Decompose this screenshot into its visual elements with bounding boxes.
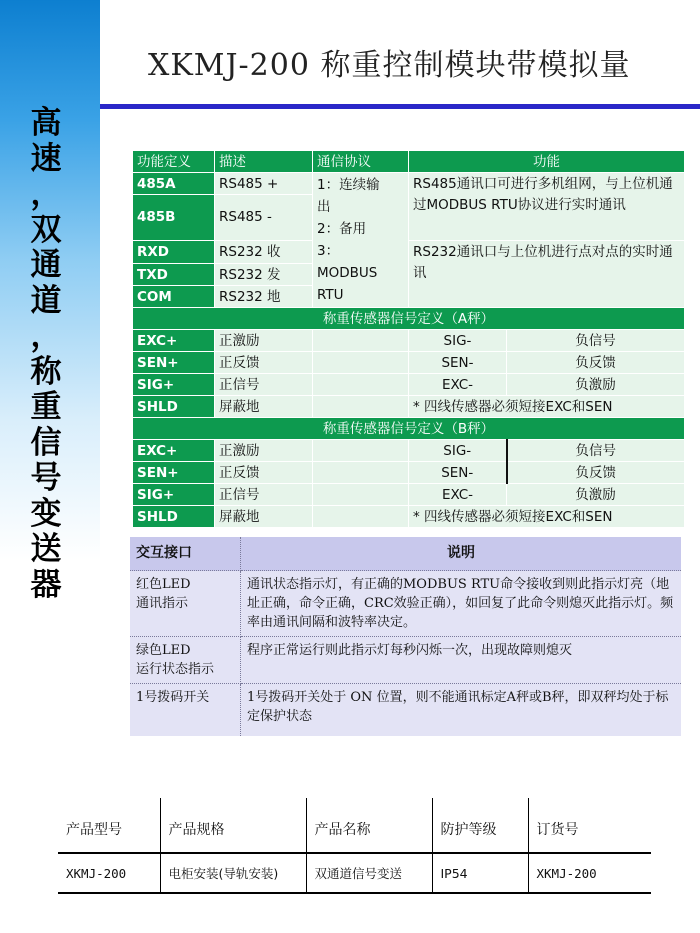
title-divider (100, 104, 700, 109)
pin-desc: 屏蔽地 (215, 506, 313, 528)
pin-name: 485B (133, 195, 215, 241)
pin-name: EXC- (409, 374, 507, 396)
pin-desc: 正信号 (215, 374, 313, 396)
pin-name: 485A (133, 173, 215, 195)
pin-desc: RS485 - (215, 195, 313, 241)
interface-desc: 通讯状态指示灯，有正确的MODBUS RTU命令接收到则此指示灯亮（地址正确，命令正确，CRC效验正确），如回复了此命令则熄灭此指示灯。频率由通讯间隔和波特率决定。 (241, 571, 682, 637)
protocol-cell: 1：连续输 出 2：备用 3： MODBUS RTU (313, 173, 409, 308)
pin-name: EXC+ (133, 440, 215, 462)
pin-desc: 负信号 (507, 440, 685, 462)
rs485-function: RS485通讯口可进行多机组网，与上位机通过MODBUS RTU协议进行实时通讯 (409, 173, 685, 241)
four-wire-note: * 四线传感器必须短接EXC和SEN (409, 396, 685, 418)
pin-desc: 负激励 (507, 484, 685, 506)
pin-desc: 负反馈 (507, 352, 685, 374)
side-vertical-title: 高 速 ， 双 通 道 ， 称 重 信 号 变 送 器 (30, 105, 62, 603)
pin-name: SEN- (409, 462, 507, 484)
pin-name: SIG- (409, 330, 507, 352)
pin-name: COM (133, 286, 215, 308)
pin-desc: 负信号 (507, 330, 685, 352)
four-wire-note: * 四线传感器必须短接EXC和SEN (409, 506, 685, 528)
header-cell: 产品名称 (306, 798, 432, 853)
interface-name: 1号拨码开关 (130, 684, 241, 737)
product-name-cell: 双通道信号变送 (306, 853, 432, 893)
pin-desc: 负反馈 (507, 462, 685, 484)
model-cell: XKMJ-200 (58, 853, 160, 893)
pin-desc: RS485 + (215, 173, 313, 195)
pin-name: RXD (133, 240, 215, 264)
header-cell: 产品型号 (66, 822, 122, 838)
pin-name: EXC+ (133, 330, 215, 352)
interface-desc: 程序正常运行则此指示灯每秒闪烁一次，出现故障则熄灭 (241, 637, 682, 684)
header-cell: 防护等级 (432, 798, 528, 853)
pin-name: SHLD (133, 506, 215, 528)
pin-desc: 负激励 (507, 374, 685, 396)
interface-desc: 1号拨码开关处于 ON 位置，则不能通讯标定A秤或B秤，即双秤均处于标定保护状态 (247, 690, 669, 724)
protection-cell: IP54 (432, 853, 528, 893)
pin-name: TXD (133, 264, 215, 286)
header-cell: 功能 (409, 151, 685, 173)
pin-name: EXC- (409, 484, 507, 506)
table-row (58, 853, 651, 893)
order-table (58, 798, 651, 894)
pin-desc: RS232 地 (215, 286, 313, 308)
pin-name: SIG+ (133, 374, 215, 396)
table-row (130, 571, 681, 637)
pin-desc: 正反馈 (215, 462, 313, 484)
interface-name: 红色LED 通讯指示 (130, 571, 241, 637)
pin-name: SEN- (409, 352, 507, 374)
pin-desc: 正信号 (215, 484, 313, 506)
definition-table (132, 150, 685, 528)
header-cell: 通信协议 (313, 151, 409, 173)
table-row (130, 637, 681, 684)
pin-desc: RS232 收 (215, 240, 313, 264)
interface-name: 绿色LED 运行状态指示 (130, 637, 241, 684)
pin-desc: 正反馈 (215, 352, 313, 374)
section-header-b: 称重传感器信号定义（B秤） (133, 418, 685, 440)
header-cell: 功能定义 (133, 151, 215, 173)
table-header-row (133, 151, 685, 173)
pin-desc: RS232 发 (215, 264, 313, 286)
page-title: XKMJ-200 称重控制模块带模拟量 (148, 48, 631, 83)
order-number-cell: XKMJ-200 (528, 853, 651, 893)
table-row (130, 684, 681, 737)
header-cell: 说明 (241, 537, 682, 571)
pin-name: SIG+ (133, 484, 215, 506)
header-cell: 描述 (215, 151, 313, 173)
header-cell: 交互接口 (130, 537, 241, 571)
header-cell: 产品规格 (160, 798, 306, 853)
pin-desc: 正激励 (215, 330, 313, 352)
pin-desc: 正激励 (215, 440, 313, 462)
section-header-a: 称重传感器信号定义（A秤） (133, 308, 685, 330)
pin-name: SIG- (409, 440, 507, 462)
pin-name: SEN+ (133, 352, 215, 374)
pin-name: SHLD (133, 396, 215, 418)
spec-cell: 电柜安装(导轨安装) (160, 853, 306, 893)
rs232-function: RS232通讯口与上位机进行点对点的实时通讯 (409, 240, 685, 308)
pin-name: SEN+ (133, 462, 215, 484)
header-cell: 订货号 (528, 798, 651, 853)
pin-desc: 屏蔽地 (215, 396, 313, 418)
interface-table (130, 537, 681, 736)
